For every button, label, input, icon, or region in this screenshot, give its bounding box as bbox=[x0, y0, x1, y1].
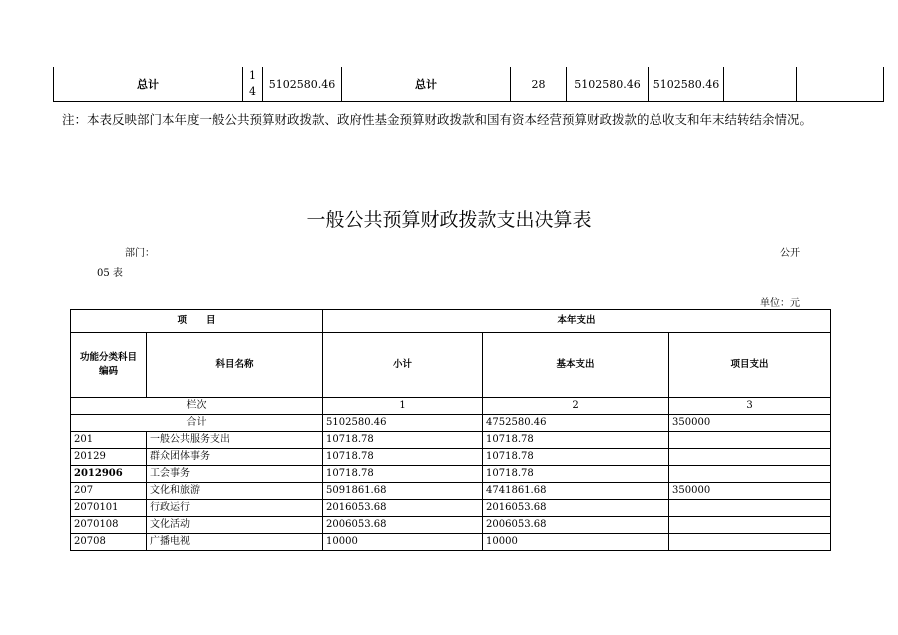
row-name: 工会事务 bbox=[147, 466, 323, 483]
total-label-left: 总计 bbox=[54, 67, 243, 102]
row-name: 文化活动 bbox=[147, 517, 323, 534]
row-basic: 10000 bbox=[483, 534, 669, 551]
header-subtotal: 小计 bbox=[323, 333, 483, 398]
column-index-2: 2 bbox=[483, 398, 669, 415]
total-amount-right-3 bbox=[724, 67, 797, 102]
row-basic: 4741861.68 bbox=[483, 483, 669, 500]
column-index-3: 3 bbox=[669, 398, 831, 415]
row-subtotal: 10000 bbox=[323, 534, 483, 551]
department-label: 部门： bbox=[125, 248, 155, 259]
table-row bbox=[71, 500, 831, 517]
table-row bbox=[71, 483, 831, 500]
row-subtotal: 10718.78 bbox=[323, 432, 483, 449]
header-code: 功能分类科目编码 bbox=[71, 333, 147, 398]
form-number-prefix: 公开 bbox=[780, 248, 800, 259]
row-code: 20129 bbox=[71, 449, 147, 466]
row-code: 2070101 bbox=[71, 500, 147, 517]
header-name: 科目名称 bbox=[147, 333, 323, 398]
table-row bbox=[71, 449, 831, 466]
total-amount-right-1: 5102580.46 bbox=[567, 67, 649, 102]
row-project bbox=[669, 449, 831, 466]
row-basic: 10718.78 bbox=[483, 466, 669, 483]
table-row bbox=[71, 432, 831, 449]
row-subtotal: 2006053.68 bbox=[323, 517, 483, 534]
row-project bbox=[669, 534, 831, 551]
total-basic: 4752580.46 bbox=[483, 415, 669, 432]
table-note: 注：本表反映部门本年度一般公共预算财政拨款、政府性基金预算财政拨款和国有资本经营预算财政拨款的总收支和年末结转结余情况。 bbox=[62, 112, 813, 127]
table-row bbox=[71, 466, 831, 483]
header-current-year: 本年支出 bbox=[323, 310, 831, 333]
total-subtotal: 5102580.46 bbox=[323, 415, 483, 432]
row-number-right: 28 bbox=[511, 67, 567, 102]
unit-label: 单位：元 bbox=[760, 298, 800, 309]
total-amount-left: 5102580.46 bbox=[263, 67, 342, 102]
expenditure-table bbox=[70, 309, 831, 551]
row-code: 207 bbox=[71, 483, 147, 500]
row-project bbox=[669, 466, 831, 483]
row-code: 201 bbox=[71, 432, 147, 449]
row-subtotal: 2016053.68 bbox=[323, 500, 483, 517]
row-subtotal: 10718.78 bbox=[323, 449, 483, 466]
form-number: 05 表 bbox=[97, 268, 123, 279]
row-basic: 2016053.68 bbox=[483, 500, 669, 517]
total-amount-right-2: 5102580.46 bbox=[649, 67, 724, 102]
row-code: 2012906 bbox=[71, 466, 147, 483]
header-project-expense: 项目支出 bbox=[669, 333, 831, 398]
header-basic: 基本支出 bbox=[483, 333, 669, 398]
table-row bbox=[71, 517, 831, 534]
column-index-label: 栏次 bbox=[71, 398, 323, 415]
summary-continuation-table bbox=[53, 67, 884, 102]
row-project bbox=[669, 517, 831, 534]
row-basic: 10718.78 bbox=[483, 449, 669, 466]
total-label: 合计 bbox=[71, 415, 323, 432]
row-project: 350000 bbox=[669, 483, 831, 500]
row-name: 群众团体事务 bbox=[147, 449, 323, 466]
row-subtotal: 5091861.68 bbox=[323, 483, 483, 500]
row-name: 行政运行 bbox=[147, 500, 323, 517]
row-code: 20708 bbox=[71, 534, 147, 551]
row-basic: 10718.78 bbox=[483, 432, 669, 449]
row-name: 文化和旅游 bbox=[147, 483, 323, 500]
row-number-left: 1 4 bbox=[243, 67, 263, 102]
row-basic: 2006053.68 bbox=[483, 517, 669, 534]
row-project bbox=[669, 432, 831, 449]
column-index-1: 1 bbox=[323, 398, 483, 415]
row-project bbox=[669, 500, 831, 517]
header-project: 项 目 bbox=[71, 310, 323, 333]
table-row bbox=[71, 534, 831, 551]
row-code: 2070108 bbox=[71, 517, 147, 534]
row-name: 一般公共服务支出 bbox=[147, 432, 323, 449]
page-title: 一般公共预算财政拨款支出决算表 bbox=[306, 209, 592, 231]
total-amount-right-4 bbox=[797, 67, 884, 102]
row-name: 广播电视 bbox=[147, 534, 323, 551]
total-project: 350000 bbox=[669, 415, 831, 432]
total-label-right: 总计 bbox=[342, 67, 511, 102]
row-subtotal: 10718.78 bbox=[323, 466, 483, 483]
